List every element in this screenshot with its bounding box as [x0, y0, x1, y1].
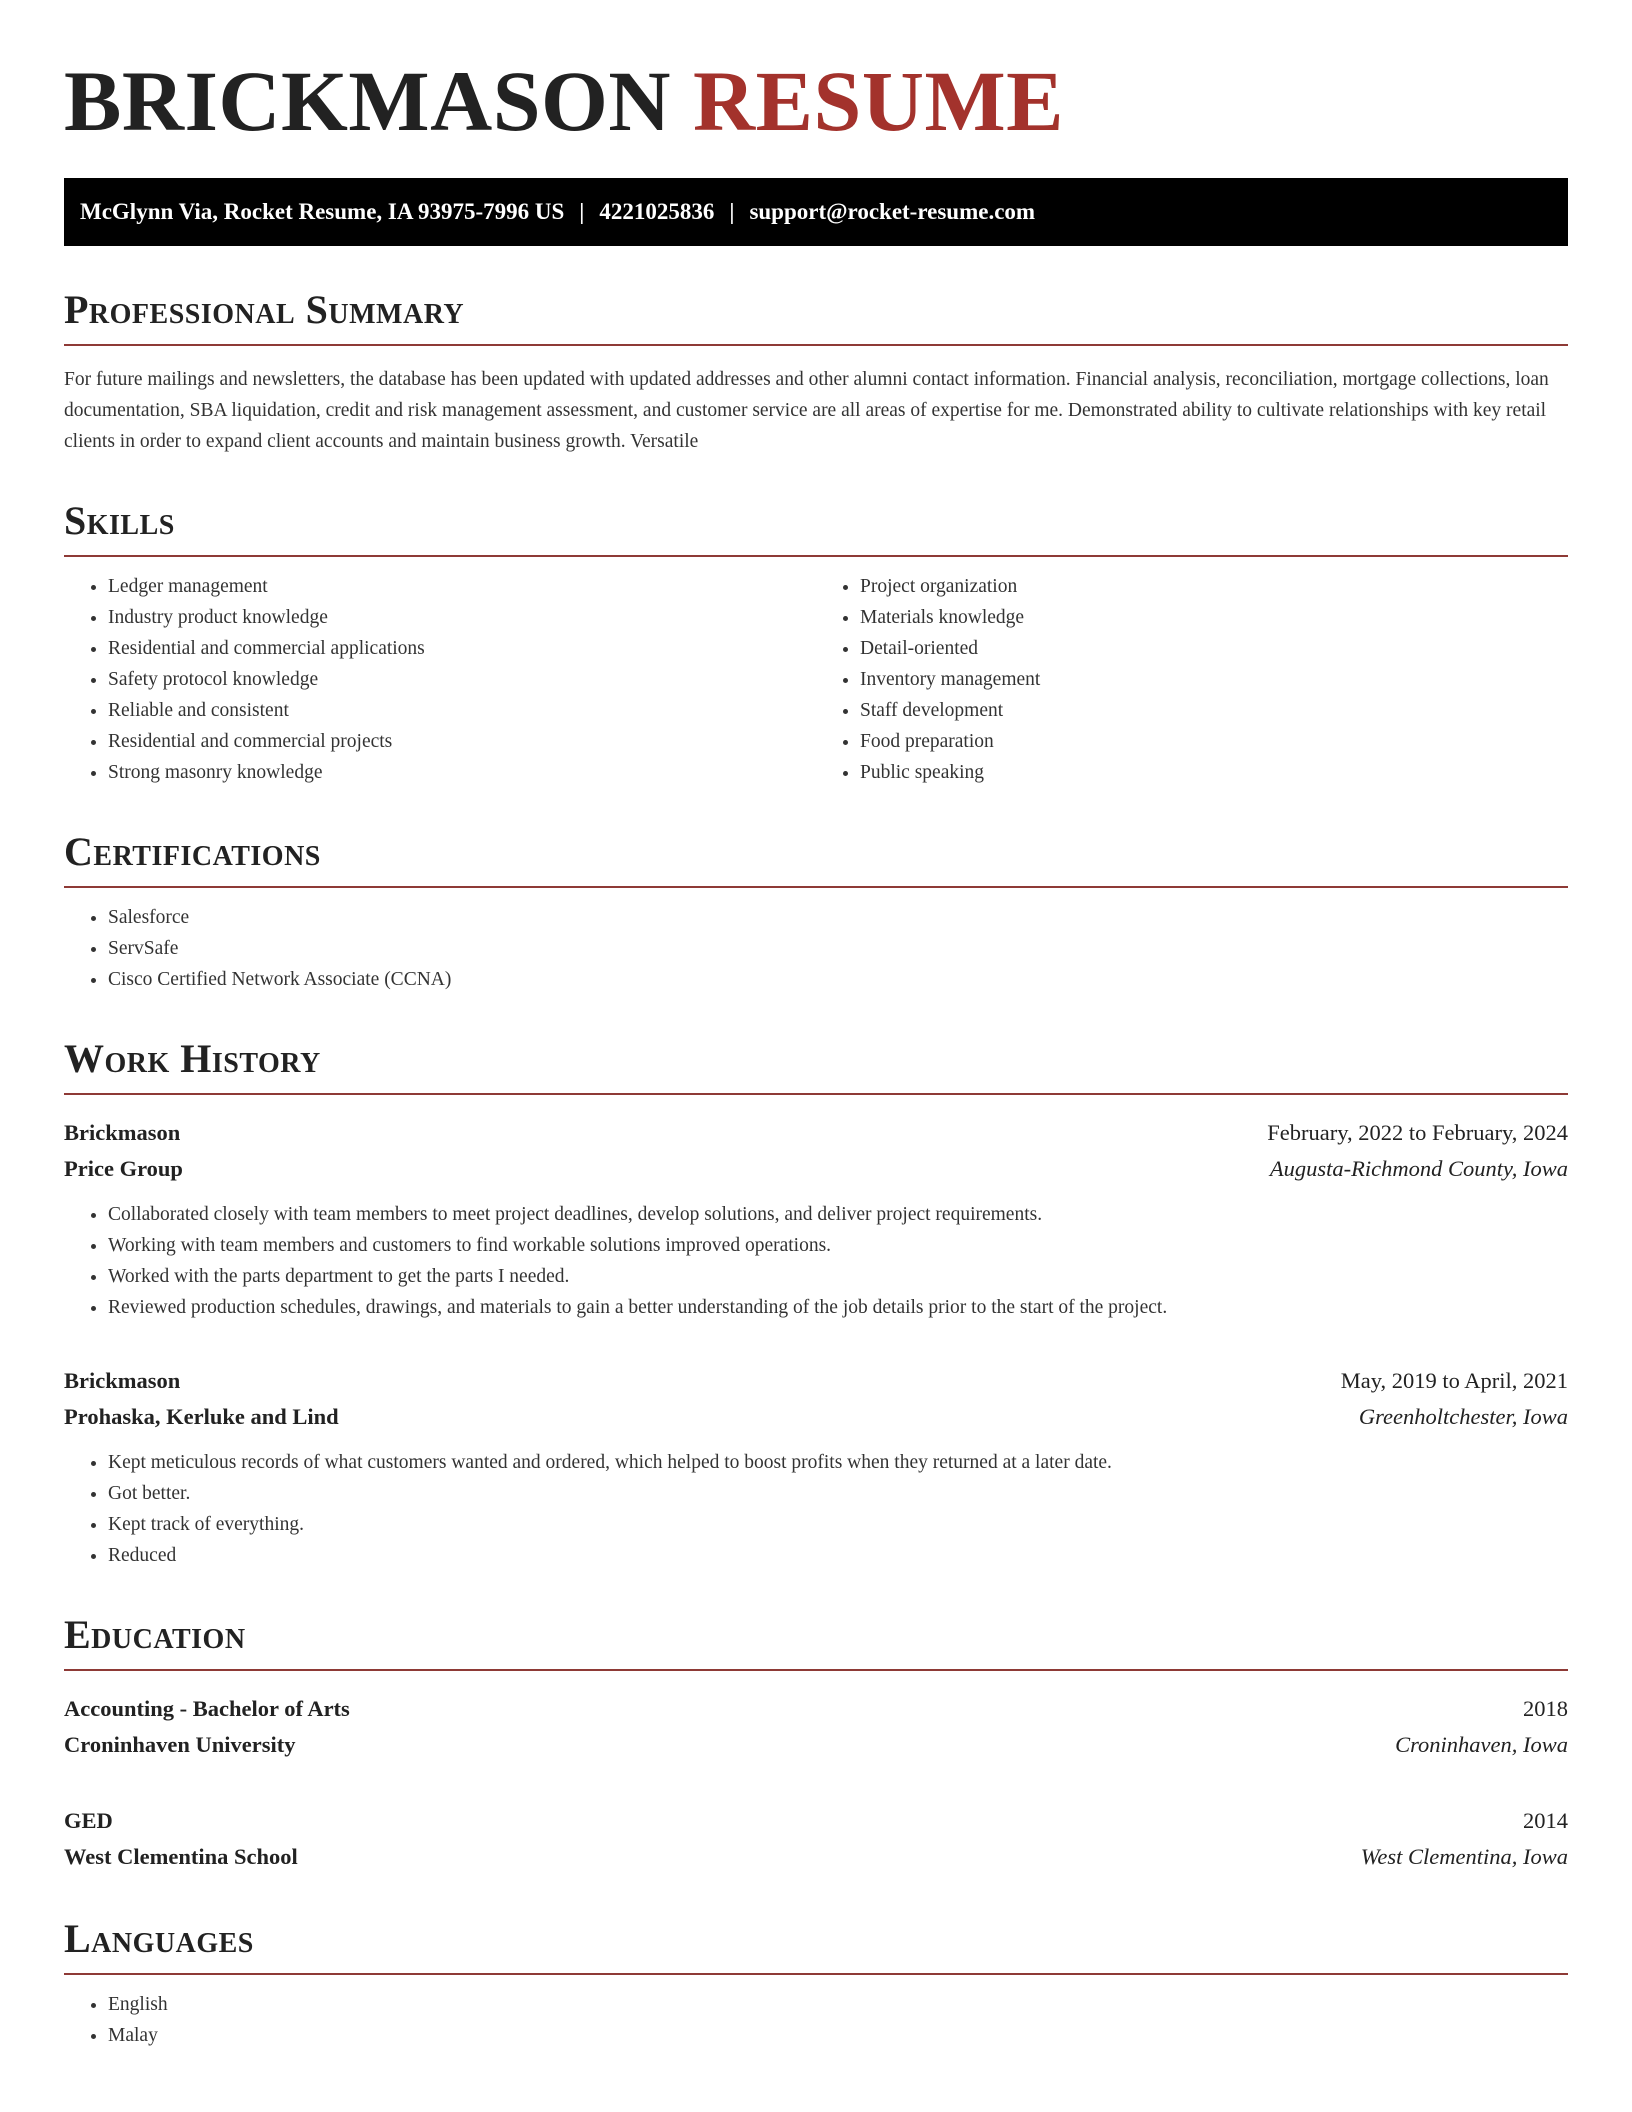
job-bullet: • Reduced	[108, 1540, 1568, 1571]
languages-list	[64, 1989, 1568, 2051]
job-bullet: • Working with team members and customers to find workable solutions improved operations.	[108, 1230, 1568, 1261]
job-bullets	[64, 1199, 1568, 1323]
skill-item: • Ledger management	[108, 571, 816, 602]
section-heading: Education	[64, 1615, 1568, 1671]
job-company-row	[64, 1151, 1568, 1187]
skill-item: • Public speaking	[860, 757, 1568, 788]
contact-bar	[64, 178, 1568, 246]
job-dates: February, 2022 to February, 2024	[1267, 1120, 1568, 1145]
job-dates: May, 2019 to April, 2021	[1340, 1368, 1568, 1393]
title-accent: RESUME	[693, 53, 1064, 149]
school-location: Croninhaven, Iowa	[1395, 1732, 1568, 1757]
skills-columns	[64, 557, 1568, 788]
job-title-row	[64, 1363, 1568, 1399]
contact-address: McGlynn Via, Rocket Resume, IA 93975-7996 US	[80, 199, 565, 224]
education-entry	[64, 1803, 1568, 1875]
job-company: Price Group	[64, 1156, 183, 1181]
school-row	[64, 1839, 1568, 1875]
title-main: BRICKMASON	[64, 53, 672, 149]
graduation-year: 2018	[1523, 1696, 1568, 1721]
job-bullets	[64, 1447, 1568, 1571]
job-bullet: • Kept meticulous records of what customers wanted and ordered, which helped to boost profits when they returned at a later date.	[108, 1447, 1568, 1478]
job-bullet: • Collaborated closely with team members to meet project deadlines, develop solutions, and deliver project requirements.	[108, 1199, 1568, 1230]
skill-item: • Detail-oriented	[860, 633, 1568, 664]
job-title: Brickmason	[64, 1368, 181, 1393]
skill-item: • Safety protocol knowledge	[108, 664, 816, 695]
school-name: West Clementina School	[64, 1844, 298, 1869]
degree-row	[64, 1691, 1568, 1727]
graduation-year: 2014	[1523, 1808, 1568, 1833]
skills-column-left	[64, 557, 816, 788]
certification-item: • ServSafe	[108, 933, 1568, 964]
certification-item: • Cisco Certified Network Associate (CCNA)	[108, 964, 1568, 995]
skill-item: • Reliable and consistent	[108, 695, 816, 726]
contact-separator: |	[579, 199, 585, 224]
job-title: Brickmason	[64, 1120, 181, 1145]
school-location: West Clementina, Iowa	[1360, 1844, 1568, 1869]
skill-item: • Materials knowledge	[860, 602, 1568, 633]
section-heading: Professional Summary	[64, 290, 1568, 346]
school-name: Croninhaven University	[64, 1732, 296, 1757]
work-history-section	[64, 1036, 1568, 1571]
summary-text: For future mailings and newsletters, the database has been updated with updated addresses and other alumni contact information. Financial analysis, reconciliation, mortgage collections, loan documentation, SBA liquidation, credit and risk management assessment, and customer service are all areas of expertise for me. Demonstrated ability to cultivate relationships with key retail clients in order to expand client accounts and maintain business growth. Versatile	[64, 369, 1549, 452]
skill-item: • Inventory management	[860, 664, 1568, 695]
job-company-row	[64, 1399, 1568, 1435]
job-title-row	[64, 1115, 1568, 1151]
degree-row	[64, 1803, 1568, 1839]
professional-summary-section	[64, 287, 1568, 457]
job-bullet: • Got better.	[108, 1478, 1568, 1509]
education-section	[64, 1612, 1568, 1875]
skill-item: • Staff development	[860, 695, 1568, 726]
degree: Accounting - Bachelor of Arts	[64, 1696, 350, 1721]
certifications-list	[64, 902, 1568, 995]
section-heading: Skills	[64, 501, 1568, 557]
resume-title	[64, 53, 1568, 149]
skill-item: • Strong masonry knowledge	[108, 757, 816, 788]
school-row	[64, 1727, 1568, 1763]
job-location: Greenholtchester, Iowa	[1358, 1404, 1568, 1429]
contact-email[interactable]: support@rocket-resume.com	[749, 199, 1036, 224]
skill-item: • Project organization	[860, 571, 1568, 602]
education-entry	[64, 1691, 1568, 1763]
skills-column-right	[816, 557, 1568, 788]
skill-item: • Industry product knowledge	[108, 602, 816, 633]
language-item: • English	[108, 1989, 1568, 2020]
languages-section	[64, 1916, 1568, 2051]
skills-list-right	[816, 571, 1568, 788]
skills-section	[64, 498, 1568, 788]
job-bullet: • Worked with the parts department to get the parts I needed.	[108, 1261, 1568, 1292]
section-heading: Certifications	[64, 832, 1568, 888]
job-entry	[64, 1115, 1568, 1323]
job-company: Prohaska, Kerluke and Lind	[64, 1404, 339, 1429]
degree: GED	[64, 1808, 113, 1833]
skill-item: • Food preparation	[860, 726, 1568, 757]
contact-separator: |	[729, 199, 735, 224]
certification-item: • Salesforce	[108, 902, 1568, 933]
skill-item: • Residential and commercial projects	[108, 726, 816, 757]
language-item: • Malay	[108, 2020, 1568, 2051]
section-heading: Work History	[64, 1039, 1568, 1095]
job-bullet: • Kept track of everything.	[108, 1509, 1568, 1540]
certifications-section	[64, 829, 1568, 995]
job-entry	[64, 1363, 1568, 1571]
job-bullet: • Reviewed production schedules, drawings, and materials to gain a better understanding of the job details prior to the start of the project.	[108, 1292, 1568, 1323]
job-location: Augusta-Richmond County, Iowa	[1269, 1156, 1568, 1181]
skill-item: • Residential and commercial applications	[108, 633, 816, 664]
skills-list-left	[64, 571, 816, 788]
contact-phone[interactable]: 4221025836	[599, 199, 715, 224]
section-heading: Languages	[64, 1919, 1568, 1975]
